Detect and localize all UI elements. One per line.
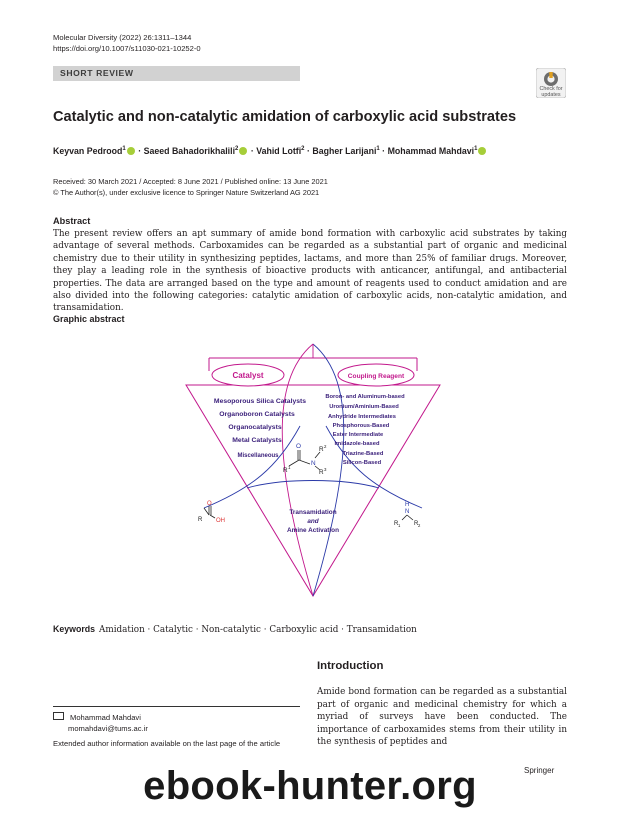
- journal-doi[interactable]: https://doi.org/10.1007/s11030-021-10252-0: [53, 44, 201, 53]
- article-dates: [53, 177, 328, 198]
- catalyst-item: Metal Catalysts: [232, 437, 282, 444]
- springer-logo: Springer: [524, 766, 555, 775]
- carboxylic-acid-structure: [198, 501, 225, 524]
- abstract-heading: Abstract: [53, 216, 91, 226]
- coupling-item: Imidazole-based: [334, 441, 380, 447]
- svg-text:OH: OH: [216, 518, 225, 524]
- author-name[interactable]: Saeed Bahadorikhalili: [143, 146, 236, 156]
- svg-text:R: R: [319, 446, 324, 453]
- svg-text:R: R: [198, 517, 203, 523]
- author-list: Keyvan Pedrood$^1$ · Saeed Bahadorikhalili$^2$ · Vahid Lotfi$^2$ · Bagher Larijani$^1$ · Mohammad Mahdavi$^1$: [53, 146, 487, 156]
- catalyst-item: Miscellaneous: [237, 453, 279, 459]
- coupling-item: Uronium/Aminium-Based: [329, 404, 399, 410]
- article-title: Catalytic and non-catalytic amidation of carboxylic acid substrates: [53, 109, 517, 125]
- svg-text:R: R: [283, 467, 288, 474]
- keywords-line: [53, 624, 417, 635]
- introduction-heading: Introduction: [317, 660, 384, 672]
- abstract-text: The present review offers an apt summary of amide bond formation with carboxylic acid substrates by taking advantage of several methods. Carboxamides can be regarded as a substantial part of organic and medicinal chemistry due to their utility in synthesizing peptides, lactams, and more than 25% of familiar drugs. Moreover, they play a leading role in the synthesis of bioactive products with anticancer, antifungal, and antibacterial properties. The data are arranged based on the type and amount of reagents used to conduct amidation and are also divided into the following categories: catalytic amidation of carboxylic acids, non-catalytic amidation, and transamidation.: [53, 229, 567, 314]
- orcid-icon[interactable]: [239, 147, 247, 155]
- check-for-updates-label[interactable]: Check for updates: [539, 86, 563, 98]
- introduction-text: Amide bond formation can be regarded as a substantial part of organic and medicinal chemistry for which a myriad of surveys have been conducted. The importance of carboxamides stems from their utility in the synthesis of peptides and: [317, 687, 567, 748]
- author-name[interactable]: Bagher Larijani: [312, 146, 377, 156]
- catalyst-item: Mesoporous Silica Catalysts: [213, 398, 307, 405]
- coupling-item: Boron- and Aluminum-based: [325, 394, 405, 400]
- graphic-abstract-heading: Graphic abstract: [53, 314, 125, 324]
- amide-structure: [283, 443, 327, 476]
- envelope-icon: [53, 712, 64, 720]
- svg-text:N: N: [405, 509, 410, 515]
- coupling-reagent-label: Coupling Reagent: [347, 373, 405, 380]
- catalyst-list: [214, 398, 306, 459]
- transamidation-label: [287, 509, 339, 534]
- orcid-icon[interactable]: [127, 147, 135, 155]
- svg-text:H: H: [405, 502, 410, 508]
- correspondence-block: [53, 712, 148, 734]
- author-name[interactable]: Mohammad Mahdavi: [387, 146, 475, 156]
- graphic-abstract-figure: [182, 338, 444, 600]
- keywords-text: Amidation · Catalytic · Non-catalytic · Carboxylic acid · Transamidation: [99, 625, 417, 635]
- svg-text:and: and: [307, 518, 319, 525]
- correspondence-email[interactable]: momahdavi@tums.ac.ir: [68, 723, 148, 733]
- correspondence-name: Mohammad Mahdavi: [70, 713, 141, 722]
- coupling-item: Phosphorous-Based: [332, 423, 390, 429]
- coupling-item: Triazine-Based: [342, 451, 384, 457]
- coupling-list: [325, 394, 405, 466]
- svg-text:3: 3: [324, 467, 327, 472]
- keywords-label: Keywords: [53, 624, 96, 634]
- orcid-icon[interactable]: [478, 147, 486, 155]
- svg-text:Transamidation: Transamidation: [289, 509, 337, 516]
- catalyst-item: Organoboron Catalysts: [219, 411, 295, 418]
- watermark: ebook-hunter.org: [143, 764, 477, 808]
- coupling-item: Silicon-Based: [342, 460, 382, 466]
- section-label-bar: [53, 66, 300, 81]
- svg-text:R: R: [319, 469, 324, 476]
- svg-text:1: 1: [288, 465, 291, 470]
- copyright-line: © The Author(s), under exclusive licence to Springer Nature Switzerland AG 2021: [53, 187, 320, 197]
- amide-n: N: [311, 460, 316, 467]
- svg-text:O: O: [207, 501, 212, 507]
- coupling-item: Anhydride Intermediates: [328, 414, 396, 420]
- svg-text:R: R: [394, 521, 399, 527]
- date-history: Received: 30 March 2021 / Accepted: 8 June 2021 / Published online: 13 June 2021: [53, 177, 328, 186]
- extended-author-note: Extended author information available on the last page of the article: [53, 739, 281, 748]
- catalyst-label: Catalyst: [232, 371, 264, 380]
- svg-text:R: R: [414, 521, 419, 527]
- section-label: SHORT REVIEW: [60, 68, 134, 78]
- svg-text:Amine Activation: Amine Activation: [287, 527, 339, 534]
- author-name[interactable]: Vahid Lotfi: [256, 146, 302, 156]
- journal-citation: Molecular Diversity (2022) 26:1311–1344: [53, 33, 192, 42]
- author-name[interactable]: Keyvan Pedrood: [53, 146, 123, 156]
- catalyst-item: Organocatalysts: [228, 424, 282, 431]
- journal-header: [53, 32, 201, 54]
- svg-text:1: 1: [398, 523, 401, 528]
- amide-o: O: [296, 443, 301, 450]
- svg-text:2: 2: [324, 444, 327, 449]
- svg-text:2: 2: [418, 523, 421, 528]
- coupling-item: Ester Intermediate: [332, 432, 384, 438]
- footnote-divider: [53, 706, 300, 707]
